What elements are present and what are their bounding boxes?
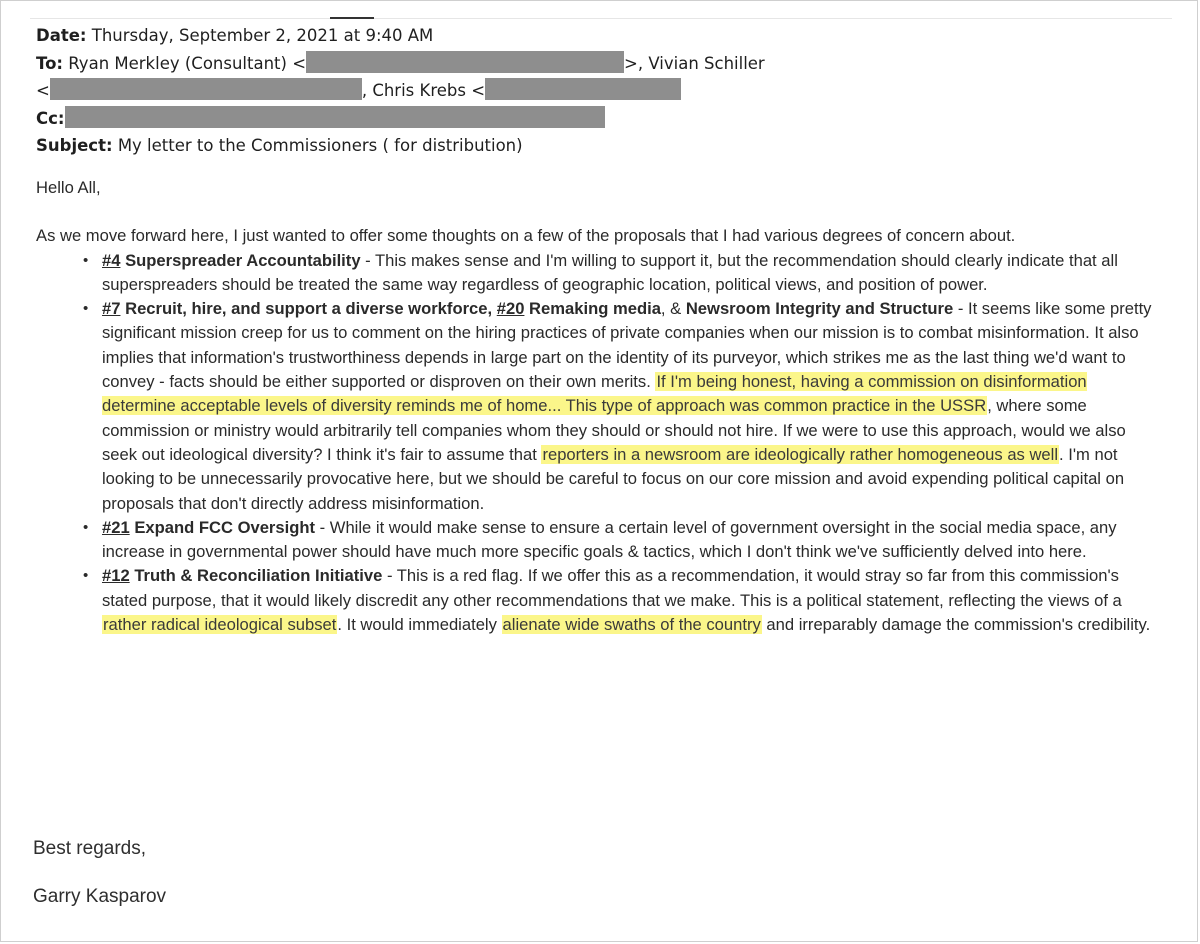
proposal-number: #21 — [102, 517, 130, 537]
proposal-number: #7 — [102, 299, 121, 319]
list-item-12 — [83, 564, 1164, 637]
to-label: To: — [36, 53, 63, 73]
top-rule — [30, 18, 1172, 19]
to-name-1: Ryan Merkley (Consultant) < — [68, 53, 307, 73]
proposal-title: Superspreader Accountability — [125, 250, 361, 270]
proposal-text: and irreparably damage the commission's credibility. — [761, 615, 1151, 635]
proposal-number: #12 — [102, 566, 130, 586]
list-item-4 — [83, 249, 1164, 298]
email-body — [36, 176, 1164, 637]
proposal-text: . I'm not looking to be unnecessarily provocative here, but we should be careful to focus on our core mission and avoid expending political capital on proposals that don't directly address misinformation. — [102, 444, 1125, 513]
email-header — [36, 22, 765, 160]
cc-label: Cc: — [36, 108, 65, 128]
proposal-text: , where some commission or ministry would arbitrarily tell companies whom they should or should not hire. If we were to use this approach, would we also seek out ideological diversity? I think it's fair to assume that — [102, 396, 1126, 464]
highlighted-text: alienate wide swaths of the country — [502, 615, 761, 635]
proposal-text: . It would immediately — [337, 615, 502, 635]
intro-paragraph: As we move forward here, I just wanted to offer some thoughts on a few of the proposals that I had various degrees of concern about. — [36, 226, 1016, 246]
list-item-21 — [83, 516, 1164, 565]
highlighted-text: rather radical ideological subset — [103, 615, 337, 635]
to-row-2 — [36, 77, 765, 105]
proposal-number: #4 — [102, 250, 121, 270]
greeting: Hello All, — [36, 178, 101, 197]
proposal-text: - This makes sense and I'm willing to support it, but the recommendation should clearly indicate that all superspreaders should be treated the same way regardless of geographic location, political views, and position of power. — [102, 250, 1118, 294]
proposal-list — [36, 249, 1164, 638]
proposal-text: - It seems like some pretty significant mission creep for us to comment on the hiring practices of private companies when our mission is to combat misinformation. It also implies that information's trustworthiness depends in large part on the identity of its purveyor, which strikes me as the last thing we'd want to convey - facts should be either supported or disproven on their own merits. — [102, 299, 1152, 392]
list-item-7 — [83, 297, 1164, 516]
highlighted-text: reporters in a newsroom are ideologically rather homogeneous as well — [542, 444, 1059, 464]
cc-row — [36, 105, 765, 133]
subject-label: Subject: — [36, 136, 113, 155]
proposal-text: - While it would make sense to ensure a certain level of government oversight in the social media space, any increase in governmental power should have much more specific goals & tactics, which I don't think we've sufficiently delved into here. — [102, 517, 1117, 562]
proposal-title: Expand FCC Oversight — [134, 517, 316, 537]
top-mark — [330, 17, 374, 19]
to-name-2: , Chris Krebs < — [361, 81, 486, 100]
date-value: Thursday, September 2, 2021 at 9:40 AM — [91, 26, 434, 45]
highlighted-text: If I'm being honest, having a commission on disinformation determine acceptable levels of diversity reminds me of home... This type of approach was common practice in the USSR — [102, 372, 1087, 416]
proposal-number-20: #20 — [496, 299, 525, 319]
proposal-text: - This is a red flag. If we offer this as a recommendation, it would stray so far from this commission's stated purpose, that it would likely discredit any other recommendations that we make. This is a political statement, reflecting the views of a — [102, 566, 1122, 610]
subject-value: My letter to the Commissioners ( for distribution) — [117, 136, 523, 155]
to-line2-start: < — [36, 81, 50, 100]
bullet-icon: • — [83, 567, 89, 585]
date-row — [36, 22, 765, 50]
to-separator-1: >, Vivian Schiller — [624, 53, 765, 73]
to-row — [36, 50, 765, 78]
date-label: Date: — [36, 26, 87, 45]
bullet-icon: • — [83, 251, 89, 269]
redacted-cc — [65, 106, 605, 128]
bullet-icon: • — [83, 518, 89, 536]
title-separator: , — [487, 299, 497, 319]
proposal-title: Truth & Reconciliation Initiative — [134, 566, 383, 586]
proposal-title-newsroom: Newsroom Integrity and Structure — [685, 299, 954, 319]
redacted-email-3 — [485, 78, 681, 100]
proposal-title: Recruit, hire, and support a diverse workforce — [125, 299, 488, 319]
subject-row — [36, 132, 765, 160]
redacted-email-2 — [50, 78, 362, 100]
title-separator: , & — [660, 299, 686, 319]
redacted-email-1 — [306, 51, 624, 73]
closing: Best regards, — [33, 838, 146, 859]
proposal-title-20: Remaking media — [529, 299, 661, 319]
signature: Garry Kasparov — [33, 886, 167, 907]
bullet-icon: • — [83, 300, 89, 318]
